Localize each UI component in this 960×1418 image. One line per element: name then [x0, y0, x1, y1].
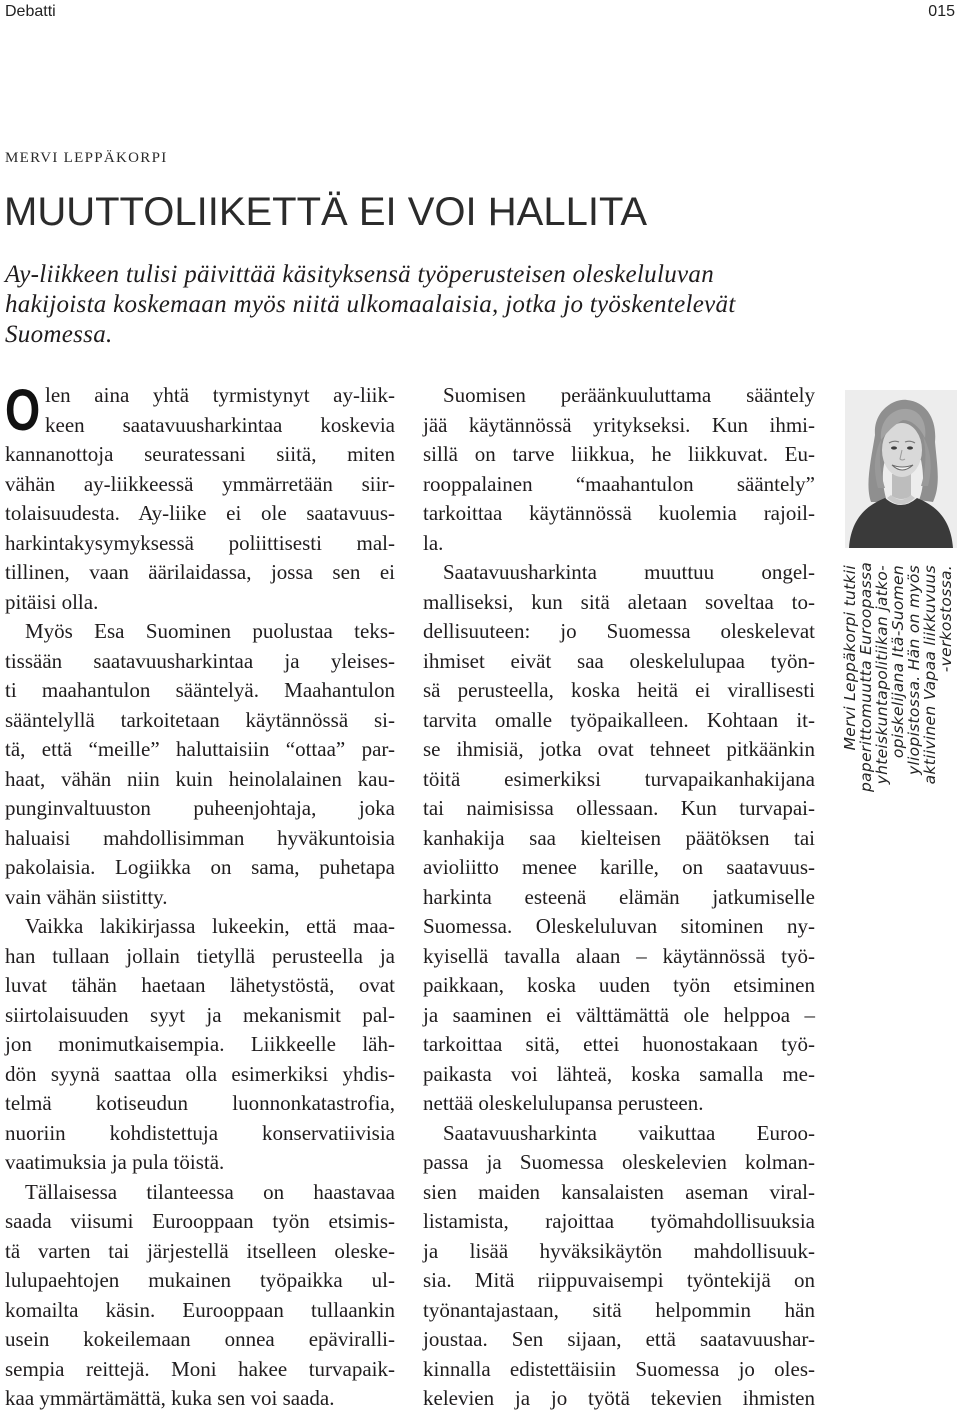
text-line: ihmiset eivät saa oleskelulupaa työn- [423, 648, 815, 673]
text-line: sia. Mitä riippuvaisempi työntekijä on [423, 1268, 815, 1292]
caption-line: paperittomuutta Euroopassa [857, 561, 875, 792]
text-line: sillä on tarve liikkua, he liikkuvat. Eu- [423, 442, 815, 466]
text-line: kelevien ja jo työtä tekevien ihmisten [423, 1386, 815, 1410]
photo-caption-text [841, 561, 955, 792]
text-line: Tällaisessa tilanteessa on haastavaa [25, 1179, 395, 1204]
paragraph [5, 1178, 395, 1414]
text-line: listamista, rajoittaa työmahdollisuuksia [423, 1209, 815, 1233]
text-line: haluaisi mahdollisimman hyväkuntoisia [5, 825, 395, 850]
text-line: han tullaan jollain tietyllä perusteella ja [5, 943, 395, 968]
text-line: siirtolaisuuden syyt ja mekanismit pal- [5, 1002, 395, 1027]
text-line: tä, että “meille” haluttaisiin “ottaa” par- [5, 737, 395, 761]
author-byline: MERVI LEPPÄKORPI [5, 150, 168, 166]
text-line: nettää oleskelulupansa perusteen. [423, 1091, 704, 1115]
text-line: Suomisen peräänkuuluttama sääntely [443, 383, 815, 407]
paragraph [5, 617, 395, 912]
text-line: passa ja Suomessa oleskelevien kolman- [423, 1150, 815, 1174]
text-line: vain vähän siistitty. [5, 884, 168, 909]
text-line: ti maahantulon sääntelyä. Maahantulon [5, 678, 395, 702]
text-column-2 [423, 381, 815, 1414]
text-line: joustaa. Sen sijaan, että saatavuushar- [423, 1327, 815, 1351]
text-line: kyisellä tavalla alaan – käytännössä työ- [423, 943, 815, 968]
caption-line: yhteiskuntapolitiikan jatko- [873, 565, 891, 785]
text-line: len aina yhtä tyrmistynyt ay-liik- [45, 383, 395, 407]
lead [5, 260, 736, 350]
paragraph [5, 378, 395, 617]
text-line: rooppalainen “maahantulon sääntely” [423, 471, 815, 496]
text-line: Saatavuusharkinta vaikuttaa Euroo- [443, 1120, 815, 1145]
text-line: la. [423, 530, 444, 555]
text-line: tarvita omalle työpaikalleen. Kohtaan it- [423, 707, 815, 732]
text-line: saada viisumi Eurooppaan työn etsimis- [5, 1209, 395, 1233]
text-line: avioliitto menee karille, on saatavuus- [423, 855, 815, 879]
text-line: lulupaehtojen mukainen työpaikka ul- [5, 1268, 395, 1292]
caption-line: opiskelijana Itä-Suomen [889, 565, 907, 759]
text-line: tissään saatavuusharkintaa ja yleises- [5, 648, 395, 673]
text-line: jon monimutkaisempia. Liikkeelle läh- [5, 1032, 395, 1056]
text-line: paikasta voi lähteä, koska samalla me- [423, 1061, 815, 1086]
text-line: sempia reittejä. Moni hakee turvapaik- [5, 1356, 395, 1381]
text-line: kanhakija saa kielteisen päätöksen tai [423, 825, 815, 850]
text-line: paikkaan, koska uuden työn etsiminen [423, 973, 815, 997]
text-line: kinnalla edistettäisiin Suomessa jo oles- [423, 1356, 815, 1381]
text-line: pitäisi olla. [5, 589, 99, 614]
text-line: luvat tähän haetaan lähetystöstä, ovat [5, 973, 395, 997]
text-line: sääntelyllä tarkoitetaan käytännössä si- [5, 707, 395, 732]
text-line: keen saatavuusharkintaa koskevia [45, 412, 395, 437]
text-line: tai naimisissa ollessaan. Kun turvapai- [423, 796, 815, 820]
author-photo [845, 390, 957, 548]
text-line: dön syynä saattaa olla esimerkiksi yhdis- [5, 1061, 395, 1086]
text-line: komailta käsin. Eurooppaan tullaankin [5, 1297, 395, 1322]
text-line: haat, vähän niin kuin heinolalainen kau- [5, 766, 395, 791]
text-line: ja lisää hyväksikäytön mahdollisuuk- [423, 1238, 815, 1263]
text-line: jää käytännössä yritykseksi. Kun ihmi- [423, 412, 815, 437]
text-line: kaa ymmärtämättä, kuka sen voi saada. [5, 1386, 335, 1410]
article-title: MUUTTOLIIKETTÄ EI VOI HALLITA [4, 190, 648, 234]
text-line: kannanottoja seuratessani siitä, miten [5, 442, 395, 466]
lead-line: hakijoista koskemaan myös niitä ulkomaalaisia, jotka jo työskentelevät [5, 291, 736, 318]
text-line: vähän ay-liikkeessä ymmärretään siir- [5, 471, 395, 496]
caption-line: Mervi Leppäkorpi tutkii [841, 565, 859, 751]
text-line: sien maiden kansalaisten aseman viral- [423, 1179, 815, 1204]
text-line: telmä kotiseudun luonnonkatastrofia, [5, 1091, 395, 1115]
text-line: tarkoittaa sitä, ettei huonostakaan työ- [423, 1032, 815, 1056]
section-label: Debatti [5, 3, 56, 20]
lead-line: Ay-liikkeen tulisi päivittää käsityksensä työperusteisen oleskeluluvan [5, 261, 714, 288]
caption-line: aktiivinen Vapaa liikkuvuus [921, 565, 939, 785]
text-line: usein kokeilemaan onnea epäviralli- [5, 1327, 395, 1351]
text-line: tä varten tai järjestellä itselleen oleske- [5, 1238, 395, 1263]
page-number: 015 [928, 3, 955, 20]
text-line: sä perusteella, koska heitä ei virallisesti [423, 678, 815, 702]
text-line: vaatimuksia ja pula töistä. [5, 1150, 225, 1174]
text-line: dellisuuteen: jo Suomessa oleskelevat [423, 619, 815, 643]
text-line: Suomessa. Oleskeluluvan sitominen ny- [423, 914, 815, 938]
text-line: pakolaisia. Logiikka on sama, puhetapa [5, 855, 395, 879]
text-line: tillinen, vaan äärilaidassa, jossa sen ei [5, 560, 395, 584]
text-line: Vaikka lakikirjassa lukeekin, että maa- [25, 914, 395, 938]
lead-line: Suomessa. [5, 321, 113, 348]
caption-line: yliopistossa. Hän on myös [905, 565, 923, 776]
text-line: töitä esimerkiksi turvapaikanhakijana [423, 766, 815, 791]
drop-cap: O [5, 378, 41, 443]
paragraph [423, 381, 815, 558]
text-column-1 [5, 378, 395, 1414]
text-line: ja saaminen ei välttämättä ole helppoa – [423, 1002, 815, 1027]
paragraph [423, 558, 815, 1119]
paragraph [423, 1119, 815, 1414]
text-line: työnantajastaan, sitä helpommin hän [423, 1297, 815, 1322]
photo-caption [841, 561, 955, 792]
text-line: tolaisuudesta. Ay-liike ei ole saatavuus- [5, 501, 395, 525]
paragraph [5, 912, 395, 1178]
text-line: Myös Esa Suominen puolustaa teks- [25, 619, 395, 643]
text-line: harkintakysymyksessä poliittisesti mal- [5, 530, 395, 555]
text-line: Saatavuusharkinta muuttuu ongel- [443, 560, 815, 584]
text-line: tarkoittaa käytännössä kuolemia rajoil- [423, 501, 815, 525]
text-line: punginvaltuuston puheenjohtaja, joka [5, 796, 395, 820]
caption-line: -verkostossa. [937, 565, 955, 673]
text-line: nuoriin kohdistettuja konservatiivisia [5, 1120, 395, 1145]
text-line: harkinta esteenä elämän jatkumiselle [423, 884, 815, 909]
text-line: malliseksi, kun sitä aletaan soveltaa to- [423, 589, 815, 614]
text-line: se ihmisiä, jotka ovat tehneet pitkäänkin [423, 737, 815, 761]
